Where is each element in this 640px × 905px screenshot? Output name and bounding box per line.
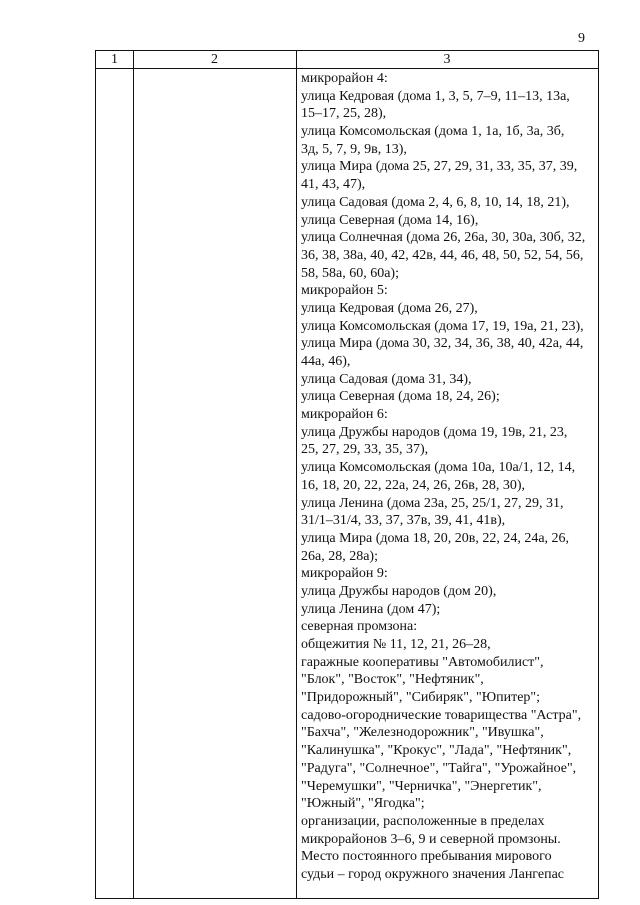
text-line: улица Мира (дома 18, 20, 20в, 22, 24, 24а, 26, <box>301 530 570 546</box>
text-line: "Бахча", "Железнодорожник", "Ивушка", <box>301 725 544 741</box>
text-line: "Радуга", "Солнечное", "Тайга", "Урожайное", <box>301 760 577 776</box>
text-line: судьи – город окружного значения Лангепас <box>301 866 564 882</box>
text-line: организации, расположенные в пределах <box>301 813 545 829</box>
header-cell-1: 1 <box>111 52 118 67</box>
text-line: улица Дружбы народов (дом 20), <box>301 583 497 599</box>
table-header-row <box>96 51 598 69</box>
district-table <box>95 50 599 899</box>
text-line: улица Комсомольская (дома 17, 19, 19а, 21, 23), <box>301 318 584 334</box>
text-line: улица Кедровая (дома 26, 27), <box>301 300 478 316</box>
text-line: северная промзона: <box>301 619 418 635</box>
page-number: 9 <box>578 31 585 46</box>
column-3-content <box>301 70 596 884</box>
text-line: 3д, 5, 7, 9, 9в, 13), <box>301 141 407 157</box>
text-line: "Южный", "Ягодка"; <box>301 796 425 812</box>
text-line: гаражные кооперативы "Автомобилист", <box>301 654 544 670</box>
column-divider-2 <box>296 51 297 898</box>
text-line: 36, 38, 38а, 40, 42, 42в, 44, 46, 48, 50, 52, 54, 56, <box>301 247 584 263</box>
text-line: микрорайон 4: <box>301 71 388 86</box>
text-line: улица Северная (дома 14, 16), <box>301 212 479 228</box>
text-line: 41, 43, 47), <box>301 177 366 193</box>
text-line: улица Северная (дома 18, 24, 26); <box>301 389 500 405</box>
text-line: улица Мира (дома 25, 27, 29, 31, 33, 35, 37, 39, <box>301 159 578 175</box>
text-line: 31/1–31/4, 33, 37, 37в, 39, 41, 41в), <box>301 513 506 529</box>
text-line: садово-огороднические товарищества "Астра", <box>301 707 582 723</box>
text-line: "Блок", "Восток", "Нефтяник", <box>301 672 484 688</box>
text-line: Место постоянного пребывания мирового <box>301 849 552 865</box>
text-line: улица Дружбы народов (дома 19, 19в, 21, 23, <box>301 424 568 440</box>
text-line: "Придорожный", "Сибиряк", "Юпитер"; <box>301 690 541 706</box>
text-line: улица Солнечная (дома 26, 26а, 30, 30а, 30б, 32, <box>301 230 586 246</box>
text-line: улица Комсомольская (дома 10а, 10а/1, 12, 14, <box>301 460 576 476</box>
text-line: улица Комсомольская (дома 1, 1а, 1б, 3а, 3б, <box>301 124 565 140</box>
text-line: 15–17, 25, 28), <box>301 106 387 122</box>
text-line: микрорайон 6: <box>301 407 388 423</box>
header-cell-2: 2 <box>211 52 218 67</box>
text-line: улица Мира (дома 30, 32, 34, 36, 38, 40, 42а, 44, <box>301 336 584 352</box>
text-line: 44а, 46), <box>301 354 351 369</box>
text-line: 58, 58а, 60, 60а); <box>301 265 399 281</box>
text-line: улица Садовая (дома 31, 34), <box>301 371 472 387</box>
text-line: улица Ленина (дом 47); <box>301 601 441 617</box>
text-line: общежития № 11, 12, 21, 26–28, <box>301 637 491 652</box>
text-line: 25, 27, 29, 33, 35, 37), <box>301 442 429 458</box>
text-line: 26а, 28, 28а); <box>301 548 378 564</box>
text-line: 16, 18, 20, 22, 22а, 24, 26, 26в, 28, 30), <box>301 477 525 493</box>
header-cell-3: 3 <box>443 52 451 67</box>
text-line: микрорайонов 3–6, 9 и северной промзоны. <box>301 831 561 847</box>
text-line: микрорайон 5: <box>301 283 388 299</box>
text-line: улица Кедровая (дома 1, 3, 5, 7–9, 11–13, 13а, <box>301 88 570 104</box>
text-line: "Калинушка", "Крокус", "Лада", "Нефтяник", <box>301 743 572 759</box>
text-line: "Черемушки", "Черничка", "Энергетик", <box>301 778 542 794</box>
text-line: улица Садовая (дома 2, 4, 6, 8, 10, 14, 18, 21), <box>301 194 570 210</box>
column-divider-1 <box>133 51 134 898</box>
text-line: микрорайон 9: <box>301 566 388 582</box>
text-line: улица Ленина (дома 23а, 25, 25/1, 27, 29, 31, <box>301 495 564 511</box>
